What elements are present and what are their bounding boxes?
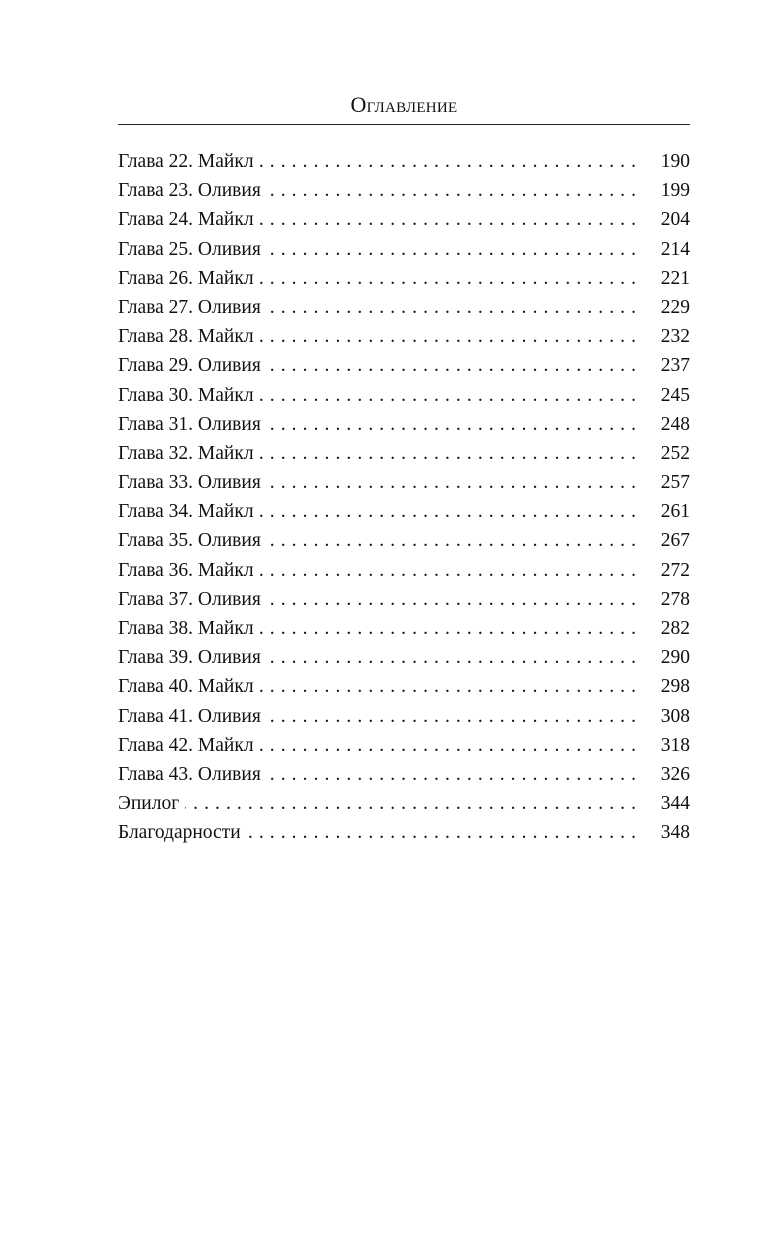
- toc-entry: [118, 789, 690, 818]
- toc-entry-page-number: 257: [660, 472, 690, 494]
- toc-dot-leader: [267, 351, 636, 380]
- toc-dot-leader: [260, 147, 636, 176]
- toc-dot-leader: [260, 556, 636, 585]
- toc-dot-leader: [260, 205, 636, 234]
- toc-dot-leader: [267, 702, 636, 731]
- toc-dot-leader: [267, 468, 636, 497]
- toc-entry: [118, 643, 690, 672]
- toc-entry-title: Глава 35. Оливия: [118, 530, 261, 552]
- toc-entry-title: Эпилог: [118, 793, 180, 815]
- toc-entry-page-number: 190: [660, 151, 690, 172]
- toc-dot-leader: [267, 643, 636, 672]
- page-title: Оглавление: [350, 92, 458, 117]
- toc-entry-page-number: 245: [660, 384, 690, 406]
- toc-entry: [118, 672, 690, 701]
- toc-dot-leader: [267, 585, 636, 614]
- toc-entry-title: Глава 29. Оливия: [118, 355, 261, 377]
- toc-entry-page-number: 229: [660, 296, 690, 318]
- toc-entry: [118, 381, 690, 410]
- toc-entry-page-number: 252: [660, 442, 690, 464]
- toc-entry-page-number: 344: [660, 793, 690, 815]
- toc-dot-leader: [260, 614, 636, 643]
- toc-entry: [118, 205, 690, 234]
- toc-entry: [118, 497, 690, 526]
- toc-entry: [118, 264, 690, 293]
- toc-dot-leader: [267, 760, 636, 789]
- header-divider: [118, 124, 690, 125]
- toc-entry-page-number: 298: [660, 676, 690, 698]
- toc-dot-leader: [260, 497, 636, 526]
- toc-entry: [118, 176, 690, 205]
- toc-entry-page-number: 267: [660, 530, 690, 552]
- toc-entry: [118, 468, 690, 497]
- toc-entry-page-number: 272: [660, 559, 690, 581]
- toc-entry-title: Благодарности: [118, 822, 241, 844]
- toc-entry: [118, 351, 690, 380]
- toc-entry-page-number: 348: [660, 822, 690, 844]
- toc-dot-leader: [267, 526, 636, 555]
- toc-entry-title: Глава 30. Майкл: [118, 384, 254, 406]
- toc-dot-leader: [260, 439, 636, 468]
- toc-entry-title: Глава 24. Майкл: [118, 209, 254, 231]
- toc-entry-title: Глава 39. Оливия: [118, 647, 261, 669]
- toc-entry: [118, 526, 690, 555]
- toc-entry: [118, 147, 690, 176]
- toc-entry: [118, 322, 690, 351]
- toc-entry-title: Глава 25. Оливия: [118, 238, 261, 260]
- toc-entry: [118, 702, 690, 731]
- table-of-contents: [118, 147, 690, 848]
- toc-entry: [118, 585, 690, 614]
- toc-entry-title: Глава 22. Майкл: [118, 151, 254, 172]
- toc-entry-page-number: 199: [660, 180, 690, 202]
- toc-entry-title: Глава 23. Оливия: [118, 180, 261, 202]
- toc-entry-page-number: 232: [660, 326, 690, 348]
- toc-entry: [118, 410, 690, 439]
- toc-entry-title: Глава 43. Оливия: [118, 763, 261, 785]
- toc-entry-title: Глава 32. Майкл: [118, 442, 254, 464]
- toc-entry-title: Глава 27. Оливия: [118, 296, 261, 318]
- toc-entry: [118, 556, 690, 585]
- toc-dot-leader: [260, 672, 636, 701]
- toc-entry-title: Глава 36. Майкл: [118, 559, 254, 581]
- toc-entry-page-number: 248: [660, 413, 690, 435]
- toc-entry-title: Глава 34. Майкл: [118, 501, 254, 523]
- toc-entry-page-number: 290: [660, 647, 690, 669]
- toc-entry-page-number: 282: [660, 618, 690, 639]
- toc-entry: [118, 235, 690, 264]
- toc-dot-leader: [267, 293, 636, 322]
- toc-entry-page-number: 214: [660, 238, 690, 260]
- toc-entry-title: Глава 38. Майкл: [118, 618, 254, 639]
- toc-entry: [118, 439, 690, 468]
- toc-entry-page-number: 318: [660, 734, 690, 756]
- toc-entry-page-number: 308: [660, 705, 690, 727]
- toc-dot-leader: [267, 235, 636, 264]
- toc-entry: [118, 731, 690, 760]
- toc-entry-title: Глава 41. Оливия: [118, 705, 261, 727]
- toc-dot-leader: [267, 410, 636, 439]
- toc-entry-page-number: 221: [660, 267, 690, 289]
- toc-entry-page-number: 278: [660, 588, 690, 610]
- toc-dot-leader: [267, 176, 636, 205]
- toc-entry: [118, 614, 690, 643]
- toc-entry-page-number: 261: [660, 501, 690, 523]
- toc-dot-leader: [260, 322, 636, 351]
- toc-entry-title: Глава 33. Оливия: [118, 472, 261, 494]
- toc-dot-leader: [185, 789, 636, 818]
- toc-entry-title: Глава 31. Оливия: [118, 413, 261, 435]
- toc-entry: [118, 293, 690, 322]
- toc-dot-leader: [260, 264, 636, 293]
- toc-entry-title: Глава 40. Майкл: [118, 676, 254, 698]
- toc-dot-leader: [247, 818, 636, 847]
- toc-entry-title: Глава 37. Оливия: [118, 588, 261, 610]
- toc-entry-page-number: 326: [660, 763, 690, 785]
- toc-entry-title: Глава 26. Майкл: [118, 267, 254, 289]
- toc-entry: [118, 818, 690, 847]
- toc-dot-leader: [260, 381, 636, 410]
- toc-entry-page-number: 237: [660, 355, 690, 377]
- toc-entry: [118, 760, 690, 789]
- toc-entry-page-number: 204: [660, 209, 690, 231]
- toc-dot-leader: [260, 731, 636, 760]
- toc-entry-title: Глава 28. Майкл: [118, 326, 254, 348]
- toc-entry-title: Глава 42. Майкл: [118, 734, 254, 756]
